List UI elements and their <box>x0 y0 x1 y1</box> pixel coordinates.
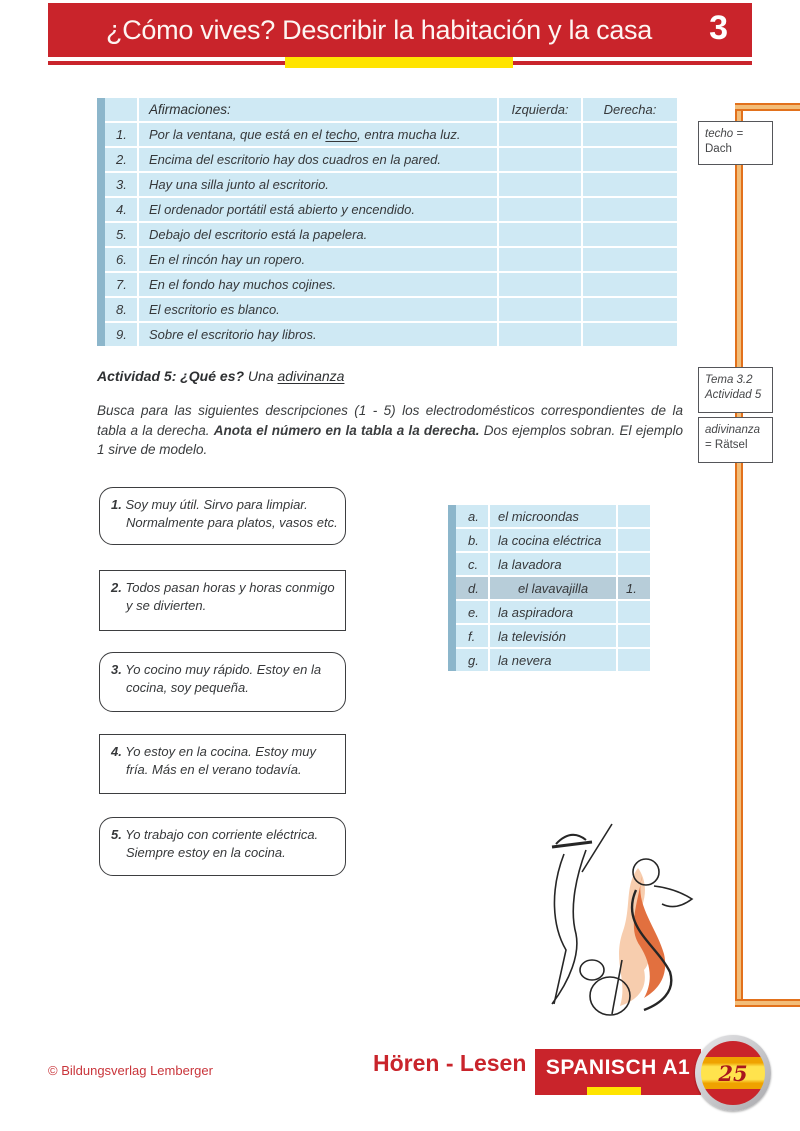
answer-cell-right <box>581 198 677 221</box>
answer-cell-right <box>581 248 677 271</box>
riddle-box-3: 3. Yo cocino muy rápido. Estoy en la cocina, soy pequeña. <box>99 652 346 712</box>
answer-cell-left <box>497 198 581 221</box>
answer-cell-left <box>497 248 581 271</box>
riddle-box-5: 5. Yo trabajo con corriente eléctrica. Siempre estoy en la cocina. <box>99 817 346 876</box>
table-accent-strip <box>97 98 105 346</box>
activity-instructions: Busca para las siguientes descripciones (1 - 5) los electrodomésticos correspondientes de la tabla a la derecha. Anota el número en la tabla a la derecha. Dos ejemplos sobran. El ejemplo 1 sirve de modelo. <box>97 403 683 457</box>
affirmation-row-4: 4. El ordenador portátil está abierto y encendido. <box>105 198 677 221</box>
topic-note-line1: Tema 3.2 <box>705 374 753 386</box>
title-bar <box>48 3 752 57</box>
vocab-note-word: adivinanza <box>705 424 760 436</box>
course-badge: SPANISCH A1 <box>535 1049 701 1087</box>
appliance-row-f: f. la televisión <box>456 625 650 647</box>
copyright-text: © Bildungsverlag Lemberger <box>48 1063 213 1078</box>
answer-cell-left <box>497 173 581 196</box>
spain-flag-circle <box>701 1041 765 1105</box>
answer-cell <box>616 529 650 551</box>
topic-note-line2: Actividad 5 <box>705 389 762 401</box>
affirmations-header-row <box>105 98 677 121</box>
answer-cell <box>616 601 650 623</box>
series-label: Hören - Lesen <box>373 1050 527 1076</box>
riddle-box-4: 4. Yo estoy en la cocina. Estoy muy fría. Más en el verano todavía. <box>99 734 346 794</box>
affirmation-row-7: 7. En el fondo hay muchos cojines. <box>105 273 677 296</box>
answer-cell-left <box>497 323 581 346</box>
course-badge-flag-strip <box>535 1087 701 1095</box>
flamenco-dancers-illustration <box>526 820 694 1018</box>
col-header-derecha: Derecha: <box>581 98 677 121</box>
answer-cell <box>616 505 650 527</box>
appliances-table <box>448 505 650 671</box>
appliance-row-g: g. la nevera <box>456 649 650 671</box>
appliance-row-b: b. la cocina eléctrica <box>456 529 650 551</box>
answer-cell-left <box>497 273 581 296</box>
page-number-badge <box>695 1035 771 1111</box>
activity-heading: Actividad 5: ¿Qué es? Una adivinanza <box>97 368 345 384</box>
vocab-note-translation: = Rätsel <box>705 439 748 451</box>
answer-cell <box>616 649 650 671</box>
affirmation-row-3: 3. Hay una silla junto al escritorio. <box>105 173 677 196</box>
page-title: ¿Cómo vives? Describir la habitación y la casa <box>106 14 652 45</box>
answer-cell-left <box>497 298 581 321</box>
answer-cell-right <box>581 273 677 296</box>
appliance-row-c: c. la lavadora <box>456 553 650 575</box>
vocab-note-techo <box>698 121 773 165</box>
side-bracket-vertical <box>735 103 743 1007</box>
answer-cell <box>616 625 650 647</box>
riddle-box-1: 1. Soy muy útil. Sirvo para limpiar. Normalmente para platos, vasos etc. <box>99 487 346 545</box>
col-header-izquierda: Izquierda: <box>497 98 581 121</box>
answer-cell-right <box>581 173 677 196</box>
affirmation-row-1: 1. Por la ventana, que está en el techo, entra mucha luz. <box>105 123 677 146</box>
title-underline-yellow <box>285 57 513 68</box>
table-accent-strip <box>448 505 456 671</box>
vocab-note-adivinanza <box>698 417 773 463</box>
chapter-number: 3 <box>709 9 728 47</box>
answer-cell-left <box>497 223 581 246</box>
answer-cell-left <box>497 123 581 146</box>
answer-cell-right <box>581 123 677 146</box>
answer-cell <box>616 553 650 575</box>
riddle-box-2: 2. Todos pasan horas y horas conmigo y se divierten. <box>99 570 346 631</box>
side-bracket-top <box>735 103 800 111</box>
vocab-note-translation: Dach <box>705 143 732 155</box>
appliance-row-e: e. la aspiradora <box>456 601 650 623</box>
affirmation-row-2: 2. Encima del escritorio hay dos cuadros en la pared. <box>105 148 677 171</box>
page-number: 25 <box>718 1060 748 1086</box>
affirmation-row-9: 9. Sobre el escritorio hay libros. <box>105 323 677 346</box>
answer-cell-right <box>581 298 677 321</box>
affirmations-table <box>97 98 677 346</box>
answer-cell-right <box>581 323 677 346</box>
answer-cell-left <box>497 148 581 171</box>
affirmation-row-8: 8. El escritorio es blanco. <box>105 298 677 321</box>
appliance-row-a: a. el microondas <box>456 505 650 527</box>
affirmation-row-6: 6. En el rincón hay un ropero. <box>105 248 677 271</box>
vocab-note-word: techo = <box>705 128 744 140</box>
col-header-afirmaciones: Afirmaciones: <box>137 98 497 121</box>
answer-cell-filled: 1. <box>616 577 650 599</box>
answer-cell-right <box>581 223 677 246</box>
side-bracket-bottom <box>735 999 800 1007</box>
affirmation-row-5: 5. Debajo del escritorio está la papelera. <box>105 223 677 246</box>
topic-note <box>698 367 773 413</box>
answer-cell-right <box>581 148 677 171</box>
appliance-row-d-example: d. el lavavajilla 1. <box>456 577 650 599</box>
